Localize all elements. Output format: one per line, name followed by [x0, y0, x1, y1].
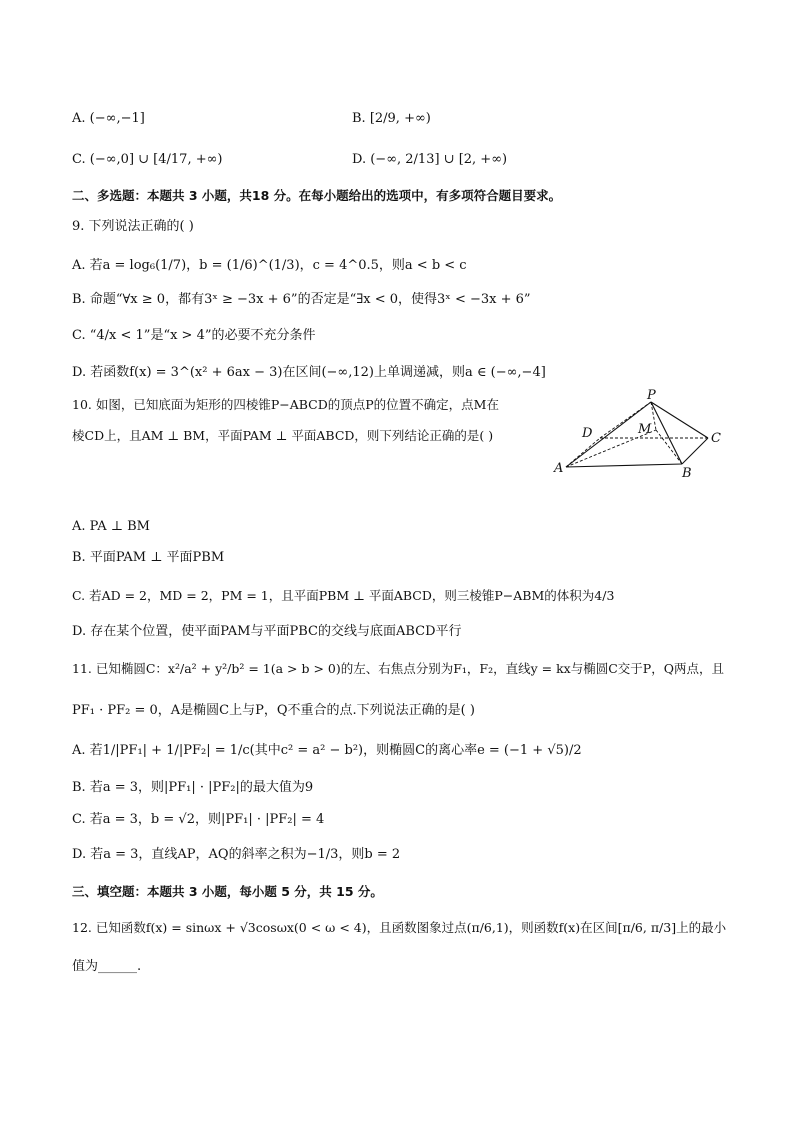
label-c: C [711, 431, 721, 446]
option-b: B. [2/9, +∞) [352, 111, 431, 126]
label-d: D [582, 426, 593, 441]
option-a: A. (−∞,−1] [72, 111, 145, 126]
label-a: A [554, 461, 564, 476]
question-9-option-b: B. 命题“∀x ≥ 0，都有3ˣ ≥ −3x + 6”的否定是“∃x < 0，使得3ˣ < −3x + 6” [72, 292, 531, 307]
question-9-stem: 9. 下列说法正确的( ) [72, 219, 194, 234]
question-12-line2: 值为______. [72, 959, 142, 974]
label-p: P [647, 388, 656, 403]
question-11-option-b: B. 若a = 3，则|PF₁| · |PF₂|的最大值为9 [72, 780, 314, 795]
edge-bc [682, 438, 708, 464]
question-9-option-a: A. 若a = log₆(1/7)，b = (1/6)^(1/3)，c = 4^0.5，则a < b < c [72, 258, 467, 273]
question-11-stem-line2: PF₁ · PF₂ = 0，A是椭圆C上与P，Q不重合的点.下列说法正确的是( ) [72, 703, 475, 718]
section-heading-multiple-choice: 二、多选题：本题共 3 小题，共18 分。在每小题给出的选项中，有多项符合题目要求。 [72, 188, 562, 203]
option-d: D. (−∞, 2/13] ∪ [2, +∞) [352, 152, 508, 167]
question-9-option-d: D. 若函数f(x) = 3^(x² + 6ax − 3)在区间(−∞,12)上单调递减，则a ∈ (−∞,−4] [72, 365, 546, 380]
question-10-option-d: D. 存在某个位置，使平面PAM与平面PBC的交线与底面ABCD平行 [72, 624, 462, 639]
question-10-option-c: C. 若AD = 2，MD = 2，PM = 1，且平面PBM ⊥ 平面ABCD，则三棱锥P−ABM的体积为4/3 [72, 588, 615, 603]
section-heading-fill-in: 三、填空题：本题共 3 小题，每小题 5 分，共 15 分。 [72, 884, 383, 899]
question-10-stem-line1: 10. 如图，已知底面为矩形的四棱锥P−ABCD的顶点P的位置不确定，点M在 [72, 397, 499, 412]
question-9-option-c: C. “4/x < 1”是“x > 4”的必要不充分条件 [72, 328, 316, 343]
question-11-option-c: C. 若a = 3，b = √2，则|PF₁| · |PF₂| = 4 [72, 812, 325, 827]
label-m: M [638, 422, 652, 437]
question-10-stem-line2: 棱CD上，且AM ⊥ BM，平面PAM ⊥ 平面ABCD，则下列结论正确的是( ) [72, 428, 494, 443]
label-b: B [682, 466, 692, 480]
question-10-option-b: B. 平面PAM ⊥ 平面PBM [72, 550, 225, 565]
question-11-stem-line1: 11. 已知椭圆C：x²/a² + y²/b² = 1(a > b > 0)的左、右焦点分别为F₁，F₂，直线y = kx与椭圆C交于P，Q两点，且 [72, 661, 724, 676]
question-11-option-a: A. 若1/|PF₁| + 1/|PF₂| = 1/c(其中c² = a² − b²)，则椭圆C的离心率e = (−1 + √5)/2 [72, 743, 582, 758]
question-11-option-d: D. 若a = 3，直线AP，AQ的斜率之积为−1/3，则b = 2 [72, 847, 401, 862]
question-10-option-a: A. PA ⊥ BM [72, 519, 150, 534]
option-c: C. (−∞,0] ∪ [4/17, +∞) [72, 152, 223, 167]
edge-ab [566, 464, 682, 467]
segment-mb [656, 430, 682, 464]
pyramid-figure [548, 388, 728, 480]
question-12-line1: 12. 已知函数f(x) = sinωx + √3cosωx(0 < ω < 4)，且函数图象过点(π/6,1)，则函数f(x)在区间[π/6, π/3]上的最小 [72, 920, 727, 935]
